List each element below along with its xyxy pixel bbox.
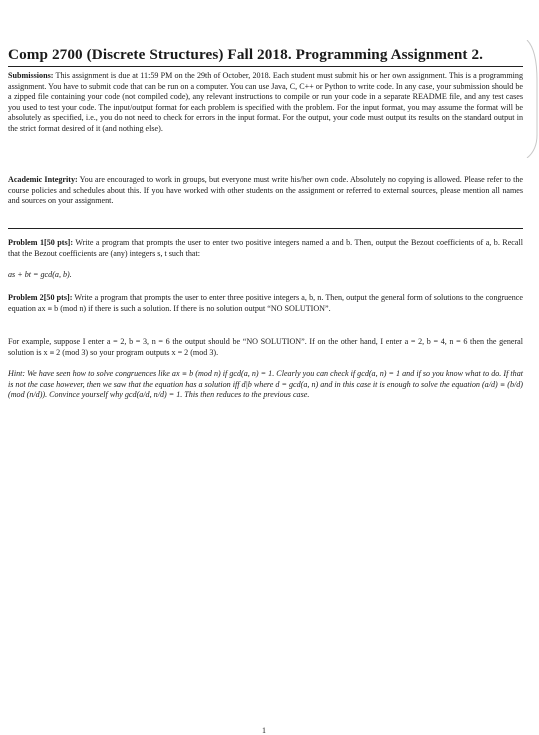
section-rule: [8, 228, 523, 229]
problem1-heading: Problem 1[50 pts]:: [8, 238, 74, 247]
submissions-heading: Submissions:: [8, 71, 54, 80]
integrity-paragraph: [8, 175, 523, 207]
submissions-paragraph: [8, 71, 523, 135]
problem2-paragraph: [8, 293, 523, 314]
problem1-paragraph: [8, 238, 523, 259]
problem2-heading: Problem 2[50 pts]:: [8, 293, 73, 302]
page-number: 1: [262, 726, 266, 735]
integrity-heading: Academic Integrity:: [8, 175, 78, 184]
title-rule: [8, 66, 523, 67]
page-title: Comp 2700 (Discrete Structures) Fall 2018. Programming Assignment 2.: [8, 46, 484, 63]
problem2-text: Write a program that prompts the user to enter three positive integers a, b, n. Then, output the general form of solutions to the congruence equation ax ≡ b (mod n) if there is such a solution. If there is no solution output “NO SOLUTION”.: [8, 293, 523, 313]
problem1-formula: as + bt = gcd(a, b).: [8, 270, 72, 279]
problem2-hint: Hint: We have seen how to solve congruences like ax ≡ b (mod n) if gcd(a, n) = 1. Clearly you can check if gcd(a, n) = 1 and if so you know what to do. If that is not the case however, then we saw that the equation has a solution iff d|b where d = gcd(a, n) and in this case it is enough to solve the equation (a/d) ≡ (b/d) (mod (n/d)). Convince yourself why gcd(a/d, n/d) = 1. This then reduces to the previous case.: [8, 369, 523, 400]
problem1-text: Write a program that prompts the user to enter two positive integers named a and b. Then, output the Bezout coefficients of a, b. Recall that the Bezout coefficients are (any) integers s, t such that:: [8, 238, 523, 258]
integrity-text: You are encouraged to work in groups, but everyone must write his/her own code. Absolutely no copying is allowed. Please refer to the course policies and schedules about this. If you have worked with other students on the assignment or referred to external sources, please mention all names and sources on your assignment.: [8, 175, 523, 206]
problem2-example: For example, suppose I enter a = 2, b = 3, n = 6 the output should be “NO SOLUTION”. If on the other hand, I enter a = 2, b = 4, n = 6 then the general solution is x ≡ 2 (mod 3) so your program outputs x = 2 (mod 3).: [8, 337, 523, 357]
submissions-text: This assignment is due at 11:59 PM on the 29th of October, 2018. Each student must submit his or her own assignment. This is a programming assignment. You have to submit code that can be run on a computer. You can use Java, C, C++ or Python to write code. In any case, your submission should be a zipped file containing your code (not compiled code), any relevant instructions to compile or run your code in a separate README file, and any test cases you used to test your code. The input/output format for each problem is specified with the problem. For the input format, you may assume the format will be absolutely as specified, i.e., you do not need to check for errors in the input format. For the output, your code must output its results on the standard output in the strict format desired of it (and nothing else).: [8, 71, 523, 133]
page-edge-curve: [525, 40, 539, 158]
